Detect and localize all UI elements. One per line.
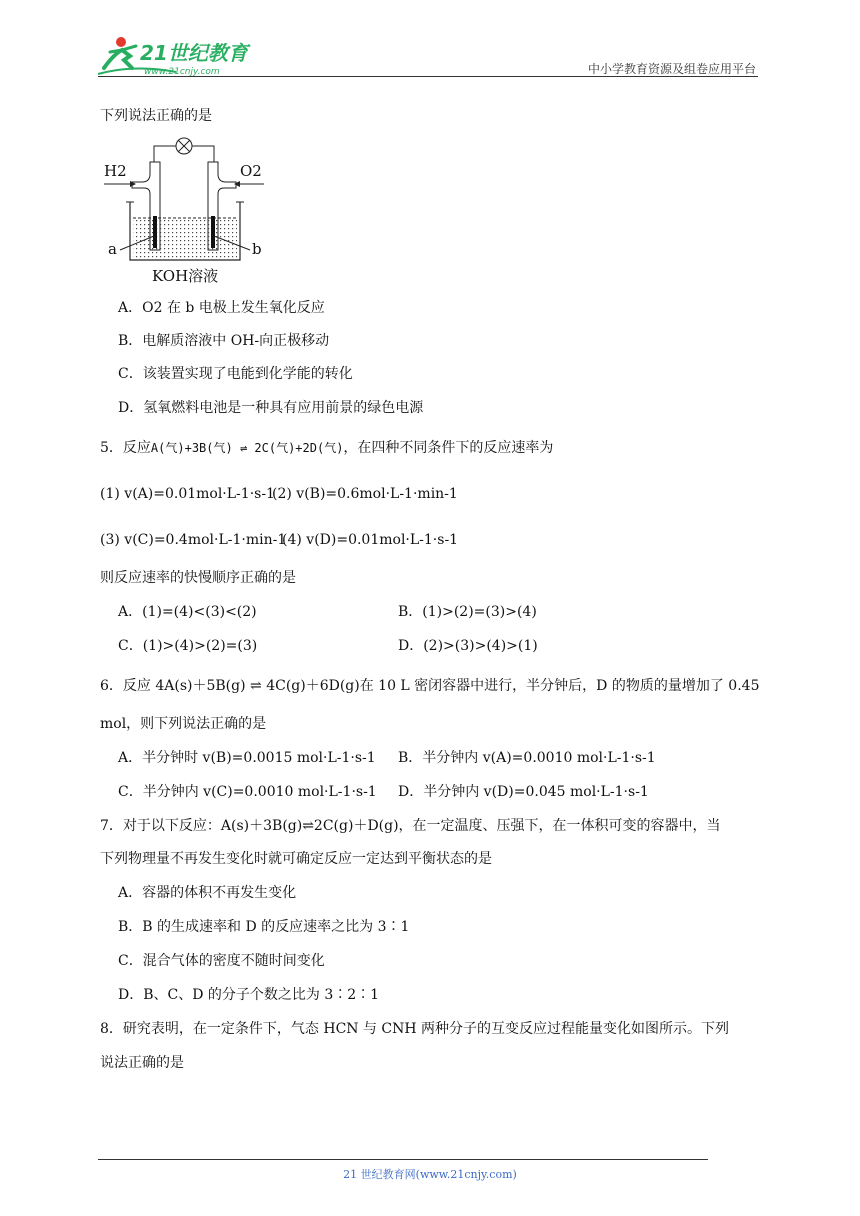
q6-option-b: B．半分钟内 v(A)=0.0010 mol·L-1·s-1: [398, 750, 656, 766]
header-divider: [98, 76, 758, 77]
logo-url: www.21cnjy.com: [144, 67, 220, 77]
fuel-cell-diagram: [100, 132, 270, 292]
q5-rate-1: (1) v(A)=0.01mol·L-1·s-1: [100, 486, 275, 502]
q6-stem-line2: mol，则下列说法正确的是: [100, 716, 267, 732]
q6-option-d: D．半分钟内 v(D)=0.045 mol·L-1·s-1: [398, 784, 649, 800]
q5-option-a: A．(1)=(4)<(3)<(2): [118, 604, 257, 620]
q7-option-a: A．容器的体积不再发生变化: [118, 885, 297, 901]
q7-option-c: C．混合气体的密度不随时间变化: [118, 953, 325, 969]
q6-option-c: C．半分钟内 v(C)=0.0010 mol·L-1·s-1: [118, 784, 377, 800]
q5-question: 则反应速率的快慢顺序正确的是: [100, 570, 296, 586]
solution-label: KOH溶液: [152, 267, 219, 285]
header-platform-text: 中小学教育资源及组卷应用平台: [587, 62, 756, 76]
electrode-b-label: b: [252, 240, 262, 258]
q7-option-b: B．B 的生成速率和 D 的反应速率之比为 3∶1: [118, 919, 410, 935]
q5-suffix: ，在四种不同条件下的反应速率为: [343, 440, 554, 456]
q5-stem: [100, 438, 553, 458]
q5-option-d: D．(2)>(3)>(4)>(1): [398, 638, 538, 654]
q6-option-a: A．半分钟时 v(B)=0.0015 mol·L-1·s-1: [118, 750, 376, 766]
q4-option-d: D．氢氧燃料电池是一种具有应用前景的绿色电源: [118, 400, 424, 416]
q5-rate-2: (2) v(B)=0.6mol·L-1·min-1: [272, 486, 458, 502]
footer-divider: [98, 1159, 708, 1160]
q5-rate-3: (3) v(C)=0.4mol·L-1·min-1: [100, 532, 287, 548]
logo-title: 21世纪教育: [140, 41, 248, 65]
q7-option-d: D．B、C、D 的分子个数之比为 3∶2∶1: [118, 987, 380, 1003]
q5-prefix: 5．反应: [100, 440, 151, 456]
q8-stem-line1: 8．研究表明，在一定条件下，气态 HCN 与 CNH 两种分子的互变反应过程能量变化如图所示。下列: [100, 1021, 730, 1037]
q6-stem-line1: 6．反应 4A(s)＋5B(g) ⇌ 4C(g)＋6D(g)在 10 L 密闭容器中进行，半分钟后，D 的物质的量增加了 0.45: [100, 678, 760, 694]
o2-label: O2: [240, 162, 262, 180]
electrode-a-label: a: [108, 240, 117, 258]
q5-option-b: B．(1)>(2)=(3)>(4): [398, 604, 537, 620]
q4-option-c: C．该装置实现了电能到化学能的转化: [118, 366, 353, 382]
question-intro: 下列说法正确的是: [100, 108, 212, 124]
q8-stem-line2: 说法正确的是: [100, 1055, 184, 1071]
q5-equation: A(气)+3B(气) ⇌ 2C(气)+2D(气): [150, 441, 344, 455]
q4-option-a: A．O2 在 b 电极上发生氧化反应: [118, 300, 325, 316]
q5-option-c: C．(1)>(4)>(2)=(3): [118, 638, 258, 654]
q5-rate-4: (4) v(D)=0.01mol·L-1·s-1: [282, 532, 459, 548]
q7-stem-line1: 7．对于以下反应：A(s)＋3B(g)⇌2C(g)＋D(g)，在一定温度、压强下，在一体积可变的容器中，当: [100, 818, 721, 834]
q4-option-b: B．电解质溶液中 OH-向正极移动: [118, 333, 330, 349]
footer-text[interactable]: 21 世纪教育网(www.21cnjy.com): [343, 1168, 517, 1181]
site-logo: [96, 34, 266, 78]
q7-stem-line2: 下列物理量不再发生变化时就可确定反应一定达到平衡状态的是: [100, 851, 492, 867]
h2-label: H2: [104, 162, 127, 180]
